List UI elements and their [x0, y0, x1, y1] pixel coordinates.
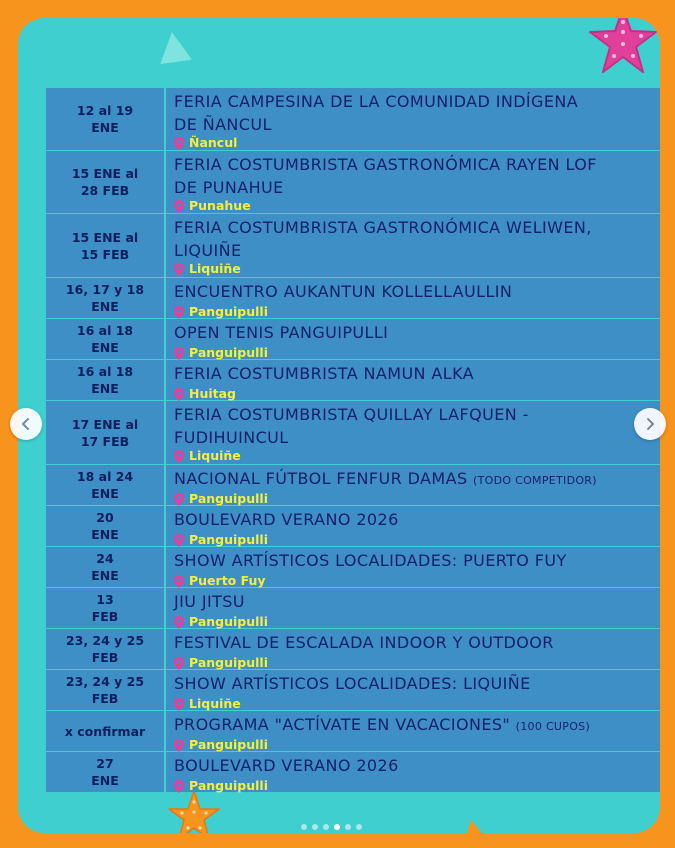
event-details	[166, 401, 660, 464]
event-title	[174, 404, 658, 427]
event-details	[166, 588, 660, 628]
event-details	[166, 506, 660, 546]
event-location-name: Liquiñe	[189, 696, 241, 711]
event-location	[174, 655, 658, 671]
event-location-name: Panguipulli	[189, 614, 268, 629]
event-details	[166, 465, 660, 505]
location-pin-icon	[174, 347, 184, 360]
event-title	[174, 755, 658, 778]
event-date-line: ENE	[91, 773, 119, 788]
event-title-line: LIQUIÑE	[174, 241, 242, 260]
event-title-line: FERIA COSTUMBRISTA GASTRONÓMICA WELIWEN,	[174, 218, 592, 237]
event-title	[174, 154, 658, 177]
event-date	[46, 752, 164, 792]
event-date	[46, 88, 164, 150]
event-location-name: Panguipulli	[189, 491, 268, 506]
event-date	[46, 214, 164, 277]
event-row	[46, 151, 660, 213]
event-details	[166, 547, 660, 587]
event-title-line: BOULEVARD VERANO 2026	[174, 510, 399, 529]
event-location-name: Punahue	[189, 198, 251, 213]
event-title-line: FERIA COSTUMBRISTA QUILLAY LAFQUEN -	[174, 405, 529, 424]
event-title-line: SHOW ARTÍSTICOS LOCALIDADES: PUERTO FUY	[174, 551, 567, 570]
event-title-line: ENCUENTRO AUKANTUN KOLLELLAULLIN	[174, 282, 513, 301]
event-row	[46, 547, 660, 587]
location-pin-icon	[174, 200, 184, 213]
event-location-name: Panguipulli	[189, 532, 268, 547]
decorative-triangle-icon	[453, 817, 494, 833]
event-date-line: 28 FEB	[80, 183, 130, 198]
event-date-line: FEB	[91, 650, 119, 665]
event-title	[174, 322, 658, 345]
event-row	[46, 588, 660, 628]
event-details	[166, 711, 660, 751]
event-title-note: (TODO COMPETIDOR)	[473, 474, 597, 487]
event-title	[174, 217, 658, 240]
event-location	[174, 198, 658, 214]
event-title-line: NACIONAL FÚTBOL FENFUR DAMAS	[174, 469, 468, 488]
event-location-name: Liquiñe	[189, 261, 241, 276]
event-date-line: 24	[96, 551, 114, 566]
carousel-prev-button[interactable]	[10, 408, 42, 440]
starfish-icon	[166, 788, 222, 833]
event-date-line: ENE	[91, 299, 119, 314]
event-title-note: (100 CUPOS)	[515, 720, 591, 733]
event-details	[166, 670, 660, 710]
event-details	[166, 88, 660, 150]
location-pin-icon	[174, 388, 184, 401]
event-date-line: 15 ENE al	[71, 166, 139, 181]
event-date-line: 16, 17 y 18	[65, 282, 145, 297]
event-location-name: Liquiñe	[189, 448, 241, 463]
event-date-line: 13	[96, 592, 114, 607]
event-title-line: SHOW ARTÍSTICOS LOCALIDADES: LIQUIÑE	[174, 674, 531, 693]
event-date-line: 16 al 18	[76, 323, 134, 338]
event-date	[46, 670, 164, 710]
event-date	[46, 151, 164, 213]
event-date-line: x confirmar	[64, 723, 146, 739]
event-title	[174, 632, 658, 655]
event-title	[174, 591, 658, 614]
event-title	[174, 363, 658, 386]
event-title-line: OPEN TENIS PANGUIPULLI	[174, 323, 389, 342]
event-details	[166, 360, 660, 400]
event-title	[174, 714, 658, 737]
location-pin-icon	[174, 698, 184, 711]
event-location	[174, 778, 658, 794]
event-date-line: ENE	[91, 527, 119, 542]
event-date-line: FEB	[91, 609, 119, 624]
carousel-dot[interactable]	[323, 824, 329, 830]
event-date	[46, 319, 164, 359]
event-title-line: FERIA COSTUMBRISTA GASTRONÓMICA RAYEN LOF	[174, 155, 597, 174]
event-title-line: FESTIVAL DE ESCALADA INDOOR Y OUTDOOR	[174, 633, 554, 652]
event-details	[166, 278, 660, 318]
starfish-icon	[586, 18, 660, 78]
event-row	[46, 214, 660, 277]
carousel-dot[interactable]	[334, 824, 340, 830]
event-location	[174, 135, 658, 151]
event-row	[46, 319, 660, 359]
event-location	[174, 386, 658, 402]
location-pin-icon	[174, 575, 184, 588]
event-details	[166, 214, 660, 277]
event-date	[46, 629, 164, 669]
event-date	[46, 588, 164, 628]
event-date-line: 17 FEB	[80, 433, 130, 449]
event-location	[174, 532, 658, 548]
event-title-line: FUDIHUINCUL	[174, 428, 289, 447]
event-title	[174, 281, 658, 304]
location-pin-icon	[174, 263, 184, 276]
event-row	[46, 629, 660, 669]
event-title-line: BOULEVARD VERANO 2026	[174, 756, 399, 775]
event-location-name: Puerto Fuy	[189, 573, 266, 588]
event-title-line: DE ÑANCUL	[174, 115, 272, 134]
decorative-triangle-icon	[156, 30, 192, 64]
event-location	[174, 304, 658, 320]
event-title	[174, 91, 658, 114]
event-location	[174, 614, 658, 630]
event-location	[174, 345, 658, 361]
event-date	[46, 360, 164, 400]
event-date	[46, 711, 164, 751]
event-details	[166, 752, 660, 792]
location-pin-icon	[174, 137, 184, 150]
event-date-line: 15 FEB	[80, 246, 130, 262]
location-pin-icon	[174, 493, 184, 506]
event-location-name: Panguipulli	[189, 737, 268, 752]
location-pin-icon	[174, 616, 184, 629]
event-date-line: ENE	[91, 120, 119, 135]
location-pin-icon	[174, 534, 184, 547]
event-date-line: ENE	[91, 340, 119, 355]
event-location-name: Panguipulli	[189, 778, 268, 793]
event-location	[174, 737, 658, 753]
event-date-line: 18 al 24	[76, 469, 134, 484]
event-location	[174, 448, 658, 464]
location-pin-icon	[174, 450, 184, 463]
event-date	[46, 465, 164, 505]
event-title	[174, 673, 658, 696]
event-title	[174, 468, 658, 491]
event-location-name: Panguipulli	[189, 304, 268, 319]
event-date-line: 20	[96, 510, 114, 525]
event-date	[46, 547, 164, 587]
event-title-line: FERIA CAMPESINA DE LA COMUNIDAD INDÍGENA	[174, 92, 579, 111]
event-date-line: 12 al 19	[76, 103, 134, 118]
event-details	[166, 151, 660, 213]
event-details	[166, 629, 660, 669]
event-date-line: ENE	[91, 568, 119, 583]
event-row	[46, 360, 660, 400]
event-date-line: ENE	[91, 381, 119, 396]
event-date-line: FEB	[91, 691, 119, 706]
event-row	[46, 401, 660, 464]
event-location	[174, 491, 658, 507]
location-pin-icon	[174, 657, 184, 670]
location-pin-icon	[174, 306, 184, 319]
event-details	[166, 319, 660, 359]
event-date	[46, 278, 164, 318]
location-pin-icon	[174, 739, 184, 752]
event-location-name: Panguipulli	[189, 345, 268, 360]
event-date-line: 23, 24 y 25	[65, 674, 145, 689]
event-location	[174, 696, 658, 712]
event-date-line: ENE	[91, 486, 119, 501]
chevron-left-icon	[19, 417, 33, 431]
event-row	[46, 711, 660, 751]
event-title	[174, 550, 658, 573]
event-row	[46, 88, 660, 150]
event-row	[46, 465, 660, 505]
event-date	[46, 506, 164, 546]
carousel-next-button[interactable]	[634, 408, 666, 440]
carousel-dot[interactable]	[345, 824, 351, 830]
event-date-line: 27	[96, 756, 114, 771]
event-date	[46, 401, 164, 464]
event-date-line: 15 ENE al	[71, 229, 139, 245]
location-pin-icon	[174, 780, 184, 793]
event-title-line: DE PUNAHUE	[174, 178, 284, 197]
event-date-line: 17 ENE al	[71, 416, 139, 432]
event-row	[46, 278, 660, 318]
carousel-dot[interactable]	[312, 824, 318, 830]
event-location-name: Huitag	[189, 386, 237, 401]
carousel-dot[interactable]	[301, 824, 307, 830]
carousel-dots	[301, 824, 362, 830]
chevron-right-icon	[643, 417, 657, 431]
event-location	[174, 573, 658, 589]
event-location-name: Ñancul	[189, 135, 238, 150]
event-row	[46, 752, 660, 792]
event-row	[46, 506, 660, 546]
event-location	[174, 261, 658, 277]
event-row	[46, 670, 660, 710]
event-title-line: JIU JITSU	[174, 592, 245, 611]
event-title	[174, 509, 658, 532]
event-date-line: 16 al 18	[76, 364, 134, 379]
event-location-name: Panguipulli	[189, 655, 268, 670]
event-date-line: 23, 24 y 25	[65, 633, 145, 648]
event-title-line: PROGRAMA "ACTÍVATE EN VACACIONES"	[174, 715, 511, 734]
schedule-panel	[18, 18, 660, 833]
carousel-dot[interactable]	[356, 824, 362, 830]
event-title-line: FERIA COSTUMBRISTA NAMUN ALKA	[174, 364, 475, 383]
